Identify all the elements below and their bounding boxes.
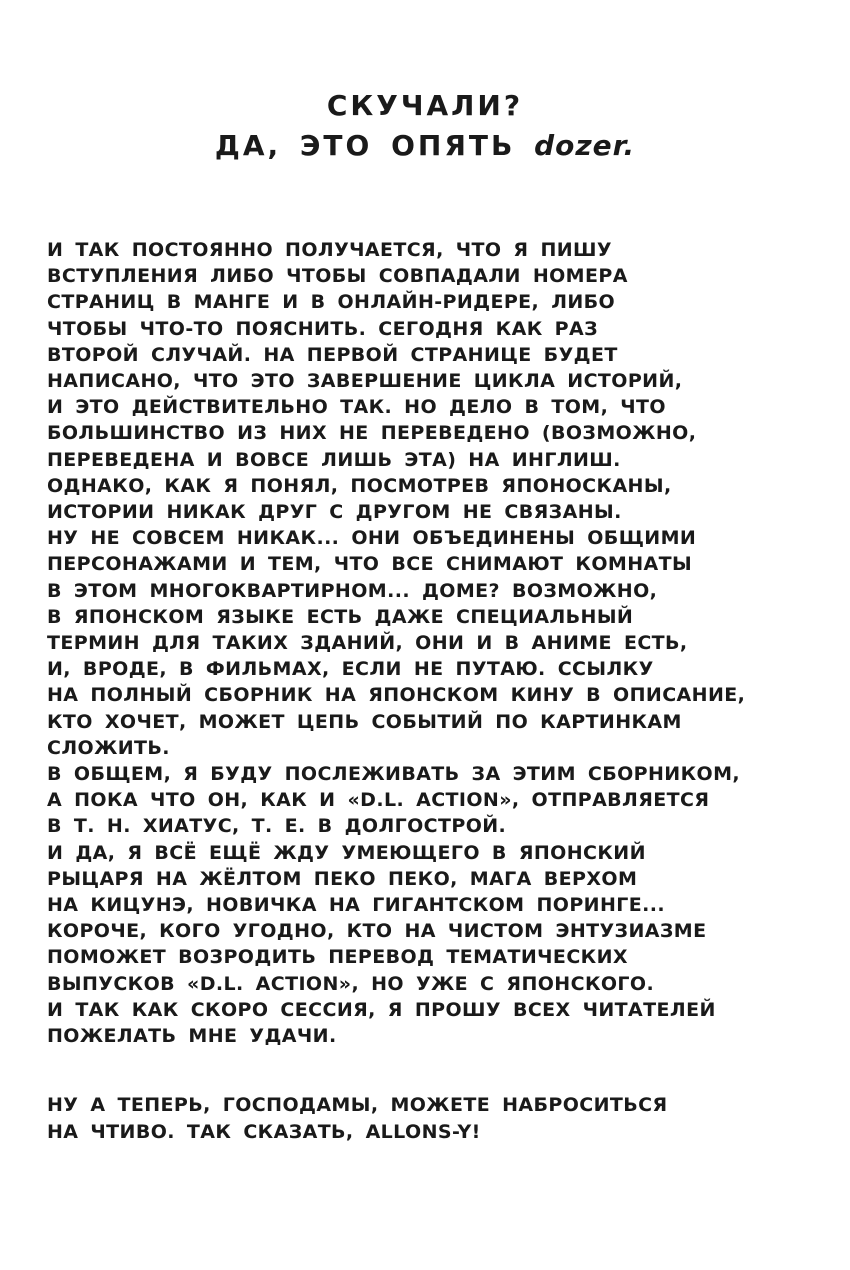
text-line: КТО ХОЧЕТ, МОЖЕТ ЦЕПЬ СОБЫТИЙ ПО КАРТИНКАМ [47, 710, 682, 733]
text-line: ИСТОРИИ НИКАК ДРУГ С ДРУГОМ НЕ СВЯЗАНЫ. [47, 501, 622, 524]
text-line: И ТАК ПОСТОЯННО ПОЛУЧАЕТСЯ, ЧТО Я ПИШУ [47, 239, 612, 261]
note-body [47, 237, 745, 1049]
text-line: СТРАНИЦ В МАНГЕ И В ОНЛАЙН-РИДЕРЕ, ЛИБО [47, 291, 616, 314]
text-line: НА ПОЛНЫЙ СБОРНИК НА ЯПОНСКОМ КИНУ В ОПИСАНИЕ, [47, 684, 746, 707]
text-line: И ТАК КАК СКОРО СЕССИЯ, Я ПРОШУ ВСЕХ ЧИТАТЕЛЕЙ [47, 998, 716, 1021]
text-line: БОЛЬШИНСТВО ИЗ НИХ НЕ ПЕРЕВЕДЕНО (ВОЗМОЖНО, [47, 422, 697, 445]
title-line-2-text: ДА, ЭТО ОПЯТЬ [214, 129, 535, 162]
text-line: ВСТУПЛЕНИЯ ЛИБО ЧТОБЫ СОВПАДАЛИ НОМЕРА [47, 265, 628, 288]
text-line: ВТОРОЙ СЛУЧАЙ. НА ПЕРВОЙ СТРАНИЦЕ БУДЕТ [47, 343, 618, 366]
text-line: В ЭТОМ МНОГОКВАРТИРНОМ... ДОМЕ? ВОЗМОЖНО, [47, 579, 658, 602]
page-title [0, 86, 850, 166]
text-line: НАПИСАНО, ЧТО ЭТО ЗАВЕРШЕНИЕ ЦИКЛА ИСТОРИЙ, [47, 370, 683, 393]
text-line: В Т. Н. ХИАТУС, Т. Е. В ДОЛГОСТРОЙ. [47, 815, 507, 838]
text-line: В ОБЩЕМ, Я БУДУ ПОСЛЕЖИВАТЬ ЗА ЭТИМ СБОРНИКОМ, [47, 763, 741, 786]
author-name: dozer. [534, 129, 636, 162]
text-line: ВЫПУСКОВ «D.L. ACTION», НО УЖЕ С ЯПОНСКОГО. [47, 972, 655, 995]
text-line: И ЭТО ДЕЙСТВИТЕЛЬНО ТАК. НО ДЕЛО В ТОМ, ЧТО [47, 396, 666, 419]
text-line: ПОМОЖЕТ ВОЗРОДИТЬ ПЕРЕВОД ТЕМАТИЧЕСКИХ [47, 946, 628, 969]
text-line: ТЕРМИН ДЛЯ ТАКИХ ЗДАНИЙ, ОНИ И В АНИМЕ ЕСТЬ, [47, 632, 688, 655]
text-line: ОДНАКО, КАК Я ПОНЯЛ, ПОСМОТРЕВ ЯПОНОСКАНЫ, [47, 474, 672, 497]
text-line: КОРОЧЕ, КОГО УГОДНО, КТО НА ЧИСТОМ ЭНТУЗИАЗМЕ [47, 920, 707, 943]
text-line: А ПОКА ЧТО ОН, КАК И «D.L. ACTION», ОТПРАВЛЯЕТСЯ [47, 789, 710, 812]
text-line: НА КИЦУНЭ, НОВИЧКА НА ГИГАНТСКОМ ПОРИНГЕ... [47, 894, 666, 917]
text-line: В ЯПОНСКОМ ЯЗЫКЕ ЕСТЬ ДАЖЕ СПЕЦИАЛЬНЫЙ [47, 605, 634, 628]
text-line: ПЕРСОНАЖАМИ И ТЕМ, ЧТО ВСЕ СНИМАЮТ КОМНАТЫ [47, 553, 693, 576]
title-line-2 [0, 126, 850, 166]
text-line: И, ВРОДЕ, В ФИЛЬМАХ, ЕСЛИ НЕ ПУТАЮ. ССЫЛКУ [47, 658, 654, 681]
text-line: ПЕРЕВЕДЕНА И ВОВСЕ ЛИШЬ ЭТА) НА ИНГЛИШ. [47, 448, 621, 471]
text-line: И ДА, Я ВСЁ ЕЩЁ ЖДУ УМЕЮЩЕГО В ЯПОНСКИЙ [47, 841, 646, 864]
text-line: НУ НЕ СОВСЕМ НИКАК... ОНИ ОБЪЕДИНЕНЫ ОБЩИМИ [47, 527, 697, 550]
text-line: НА ЧТИВО. ТАК СКАЗАТЬ, ALLONS-Y! [47, 1121, 481, 1143]
note-footer [47, 1092, 668, 1146]
title-line-1: СКУЧАЛИ? [326, 89, 524, 122]
text-line: ЧТОБЫ ЧТО-ТО ПОЯСНИТЬ. СЕГОДНЯ КАК РАЗ [47, 317, 598, 340]
text-line: ПОЖЕЛАТЬ МНЕ УДАЧИ. [47, 1025, 337, 1048]
text-line: СЛОЖИТЬ. [47, 736, 170, 759]
text-line: РЫЦАРЯ НА ЖЁЛТОМ ПЕКО ПЕКО, МАГА ВЕРХОМ [47, 867, 638, 890]
text-line: НУ А ТЕПЕРЬ, ГОСПОДАМЫ, МОЖЕТЕ НАБРОСИТЬСЯ [47, 1094, 668, 1116]
